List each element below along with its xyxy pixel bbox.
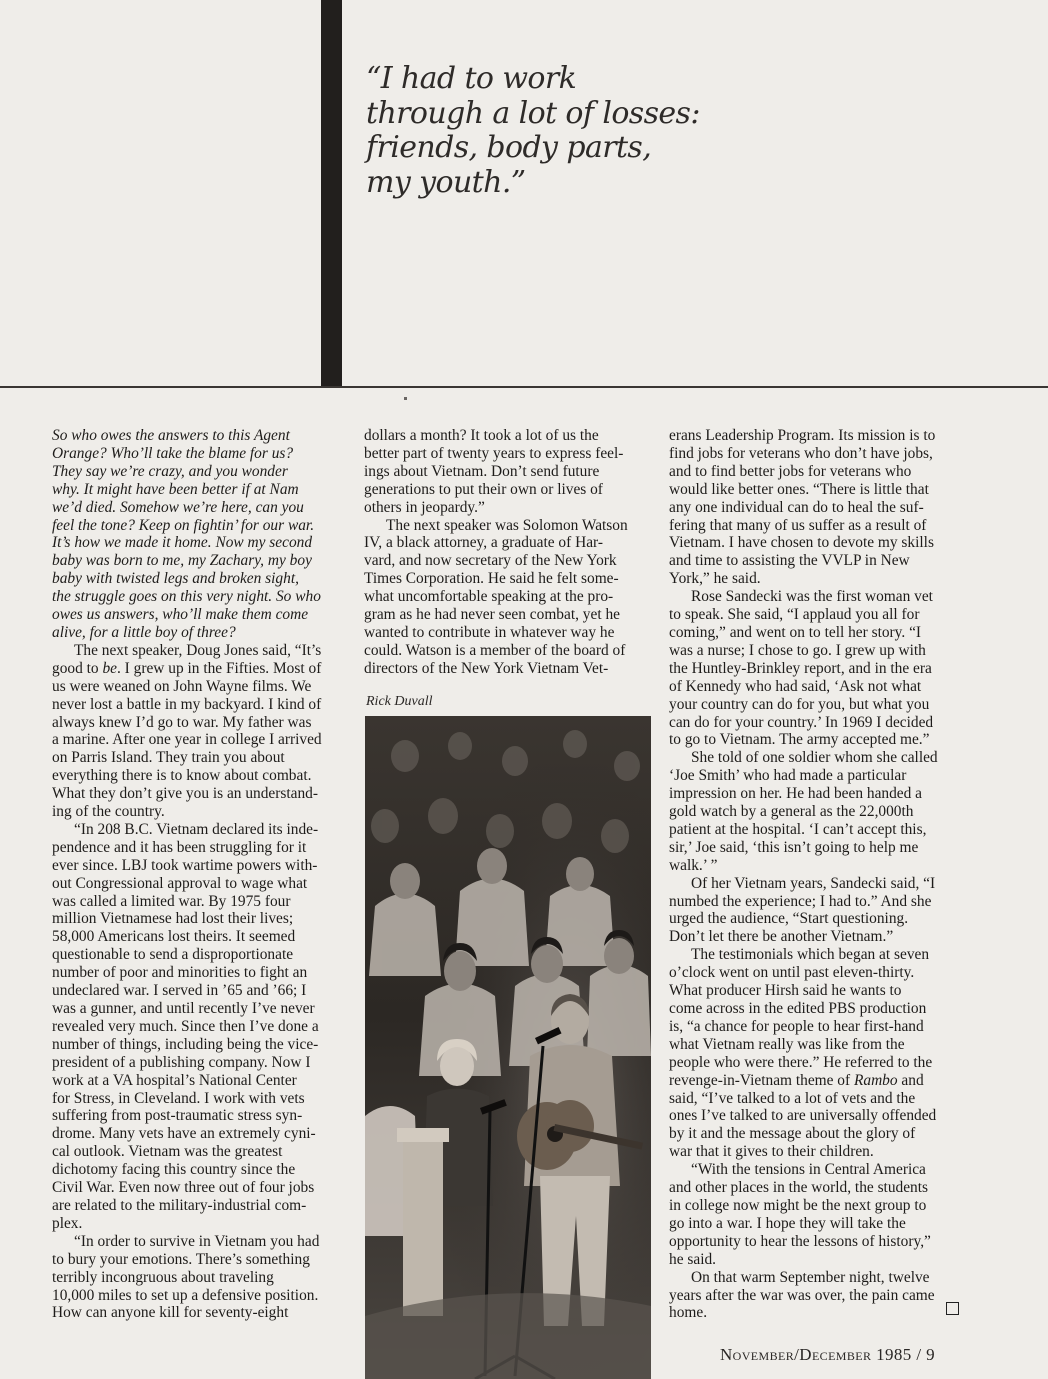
text-line: erans Leadership Program. Its mission is to xyxy=(669,427,936,444)
text-line: dollars a month? It took a lot of us the xyxy=(364,427,599,444)
text-line: out Congressional approval to wage what xyxy=(52,874,308,892)
paragraph xyxy=(669,1161,958,1268)
vertical-rule xyxy=(321,0,342,388)
paragraph xyxy=(669,588,958,749)
text-line: on Parris Island. They train you about xyxy=(52,749,285,767)
text-line: war that it gives to their children. xyxy=(669,1143,874,1161)
text-line: Times Corporation. He said he felt some- xyxy=(364,570,619,588)
text-line: was a nurse; I chose to go. I grew up with xyxy=(669,641,926,659)
text-line: impression on her. He had been handed a xyxy=(669,785,923,803)
text-line: 10,000 miles to set up a defensive position. xyxy=(52,1286,319,1304)
text-line: Orange? Who’ll take the blame for us? xyxy=(52,444,294,462)
paragraph xyxy=(52,642,338,821)
text-line: wanted to contribute in whatever way he xyxy=(364,623,615,641)
text-line: patient at the hospital. ‘I can’t accept this, xyxy=(669,820,927,838)
text-line: others in jeopardy.” xyxy=(364,498,485,516)
text-line: number of poor and minorities to fight an xyxy=(52,964,308,982)
text-line: baby was born to me, my Zachary, my boy xyxy=(52,552,312,570)
text-line: president of a publishing company. Now I xyxy=(52,1053,311,1071)
text-line: “In 208 B.C. Vietnam declared its inde- xyxy=(74,820,319,838)
text-line: opportunity to hear the lessons of history,” xyxy=(669,1232,931,1250)
text-line: to bury your emotions. There’s something xyxy=(52,1250,310,1268)
text-line: everything there is to know about combat. xyxy=(52,767,312,785)
text-line: cal outlook. Vietnam was the greatest xyxy=(52,1143,283,1161)
text-line: questionable to send a disproportionate xyxy=(52,946,294,964)
text-line: work at a VA hospital’s National Center xyxy=(52,1071,297,1089)
horizontal-rule xyxy=(0,386,1048,388)
text-line: terribly incongruous about traveling xyxy=(52,1268,274,1286)
text-line: owes us answers, who’ll make them come xyxy=(52,606,309,624)
end-mark-icon xyxy=(946,1302,959,1315)
text-line: he said. xyxy=(669,1250,717,1268)
text-line: walk.’ ” xyxy=(669,856,718,874)
text-line: It’s how we made it home. Now my second xyxy=(52,534,313,552)
text-line: alive, for a little boy of three? xyxy=(52,623,236,641)
text-line: to speak. She said, “I applaud you all for xyxy=(669,606,920,624)
text-line: o’clock went on until past eleven-thirty. xyxy=(669,964,915,982)
paragraph xyxy=(364,517,652,678)
text-line: The next speaker, Doug Jones said, “It’s xyxy=(74,641,322,659)
text-line: ings about Vietnam. Don’t send future xyxy=(364,462,600,480)
text-line: What producer Hirsh said he wants to xyxy=(669,982,902,1000)
text-line: baby with twisted legs and broken sight, xyxy=(52,570,299,588)
text-line: “In order to survive in Vietnam you had xyxy=(74,1232,320,1250)
article-column-1 xyxy=(52,427,338,1322)
text-line: ever since. LBJ took wartime powers with- xyxy=(52,856,318,874)
text-line: IV, a black attorney, a graduate of Har- xyxy=(364,534,603,552)
text-line: suffering from post-traumatic stress syn- xyxy=(52,1107,303,1125)
text-line: pendence and it has been struggling for it xyxy=(52,838,307,856)
paragraph xyxy=(669,427,958,588)
pull-quote xyxy=(366,61,700,200)
text-line: and other places in the world, the students xyxy=(669,1179,929,1197)
text-line: How can anyone kill for seventy-eight xyxy=(52,1304,289,1322)
text-line: us were weaned on John Wayne films. We xyxy=(52,677,312,695)
text-line: undeclared war. I served in ’65 and ’66; I xyxy=(52,982,307,1000)
text-line: was called a limited war. By 1975 four xyxy=(52,892,291,910)
text-line: always knew I’d go to war. My father was xyxy=(52,713,312,731)
text-line: ing of the country. xyxy=(52,803,165,821)
text-line: Rose Sandecki was the first woman vet xyxy=(691,588,933,606)
text-line: feel the tone? Keep on fightin’ for our war. xyxy=(52,516,315,534)
text-line: Civil War. Even now three out of four jobs xyxy=(52,1179,315,1197)
issue-date: November/December 1985 xyxy=(720,1345,912,1364)
photo-credit: Rick Duvall xyxy=(366,694,433,709)
text-line: ones I’ve talked to are universally offended xyxy=(669,1107,937,1125)
text-line: vard, and now secretary of the New York xyxy=(364,552,617,570)
text-line: “With the tensions in Central America xyxy=(691,1161,926,1179)
text-line: people who were there.” He referred to the xyxy=(669,1053,933,1071)
paragraph xyxy=(364,427,652,517)
concert-photo xyxy=(365,716,651,1379)
text-line: any one individual can do to heal the suf- xyxy=(669,498,924,516)
text-line: are related to the military-industrial com- xyxy=(52,1196,307,1214)
page-footer xyxy=(720,1345,935,1365)
text-line: why. It might have been better if at Nam xyxy=(52,480,299,498)
text-line: would like better ones. “There is little that xyxy=(669,480,929,498)
text-line: in college now might be the next group to xyxy=(669,1196,927,1214)
text-line: The testimonials which began at seven xyxy=(691,946,930,964)
text-line: and time to assisting the VVLP in New xyxy=(669,552,910,570)
article-column-2 xyxy=(364,427,652,678)
text-line: drome. Many vets have an extremely cyni- xyxy=(52,1125,316,1143)
footer-separator: / xyxy=(916,1345,922,1364)
text-line: ‘Joe Smith’ who had made a particular xyxy=(669,767,907,785)
text-line: million Vietnamese had lost their lives; xyxy=(52,910,294,928)
text-line: dichotomy facing this country since the xyxy=(52,1161,296,1179)
paragraph xyxy=(669,875,958,947)
text-line: Vietnam. I have chosen to devote my skills xyxy=(669,534,934,552)
text-line: good to be. I grew up in the Fifties. Most of xyxy=(52,659,322,677)
text-line: revealed very much. Since then I’ve done a xyxy=(52,1017,319,1035)
text-line: What they don’t give you is an understand- xyxy=(52,785,318,803)
text-line: come across in the edited PBS production xyxy=(669,1000,927,1017)
stray-mark xyxy=(404,397,407,400)
text-line: On that warm September night, twelve xyxy=(691,1268,930,1286)
text-line: fering that many of us suffer as a result of xyxy=(669,516,927,534)
text-line: we’d died. Somehow we’re here, can you xyxy=(52,498,304,516)
paragraph xyxy=(669,749,958,874)
text-line: generations to put their own or lives of xyxy=(364,480,603,498)
text-line: sir,’ Joe said, ‘this isn’t going to help me xyxy=(669,838,919,856)
text-line: Don’t let there be another Vietnam.” xyxy=(669,928,894,946)
text-line: was a gunner, and until recently I’ve never xyxy=(52,1000,315,1017)
text-line: to go to Vietnam. The army accepted me.” xyxy=(669,731,930,749)
text-line: can do for your country.’ In 1969 I decided xyxy=(669,713,934,731)
text-line: coming,” and went on to tell her story. “I xyxy=(669,623,922,641)
text-line: 58,000 Americans lost theirs. It seemed xyxy=(52,928,296,946)
text-line: the Huntley-Brinkley report, and in the era xyxy=(669,659,932,677)
text-line: number of things, including being the vice- xyxy=(52,1035,319,1053)
text-line: York,” he said. xyxy=(669,570,761,588)
text-line: is, “a chance for people to hear first-hand xyxy=(669,1017,924,1035)
text-line: urged the audience, “Start questioning. xyxy=(669,910,909,928)
text-line: years after the war was over, the pain came xyxy=(669,1286,935,1304)
text-line: by it and the message about the glory of xyxy=(669,1125,916,1143)
text-line: gram as he had never seen combat, yet he xyxy=(364,606,620,624)
text-line: directors of the New York Vietnam Vet- xyxy=(364,659,609,677)
text-line: go into a war. I hope they will take the xyxy=(669,1214,906,1232)
pull-quote-line: “I had to work xyxy=(366,61,577,96)
text-line: said, “I’ve talked to a lot of vets and the xyxy=(669,1089,916,1107)
text-line: revenge-in-Vietnam theme of Rambo and xyxy=(669,1071,924,1089)
text-line: could. Watson is a member of the board of xyxy=(364,641,626,659)
paragraph xyxy=(669,946,958,1161)
pull-quote-line: through a lot of losses: xyxy=(366,95,700,131)
text-line: for Stress, in Cleveland. I work with vets xyxy=(52,1089,305,1107)
text-line: what Vietnam really was like from the xyxy=(669,1035,905,1053)
text-line: a marine. After one year in college I arrived xyxy=(52,731,322,749)
text-line: better part of twenty years to express feel- xyxy=(364,444,624,462)
poem-block xyxy=(52,427,338,642)
page-number: 9 xyxy=(926,1345,936,1364)
pull-quote-line: friends, body parts, xyxy=(366,130,652,165)
paragraph xyxy=(52,1233,338,1323)
text-line: The next speaker was Solomon Watson xyxy=(386,516,628,534)
text-line: your country can do for you, but what you xyxy=(669,695,930,713)
text-line: numbed the experience; I had to.” And she xyxy=(669,892,932,910)
text-line: never lost a battle in my backyard. I kind of xyxy=(52,695,322,713)
text-line: home. xyxy=(669,1304,708,1322)
paragraph xyxy=(669,1269,958,1323)
text-line: Of her Vietnam years, Sandecki said, “I xyxy=(691,874,936,892)
text-line: what uncomfortable speaking at the pro- xyxy=(364,588,614,606)
text-line: and to find better jobs for veterans who xyxy=(669,462,912,480)
text-line: So who owes the answers to this Agent xyxy=(52,427,290,444)
text-line: plex. xyxy=(52,1214,83,1232)
text-line: of Kennedy who had said, ‘Ask not what xyxy=(669,677,922,695)
text-line: the struggle goes on this very night. So who xyxy=(52,588,321,606)
text-line: gold watch by a general as the 22,000th xyxy=(669,803,914,821)
text-line: They say we’re crazy, and you wonder xyxy=(52,462,288,480)
text-line: find jobs for veterans who don’t have jobs, xyxy=(669,444,933,462)
text-line: She told of one soldier whom she called xyxy=(691,749,938,767)
pull-quote-line: my youth.” xyxy=(366,164,526,200)
article-column-3 xyxy=(669,427,958,1322)
paragraph xyxy=(52,821,338,1233)
